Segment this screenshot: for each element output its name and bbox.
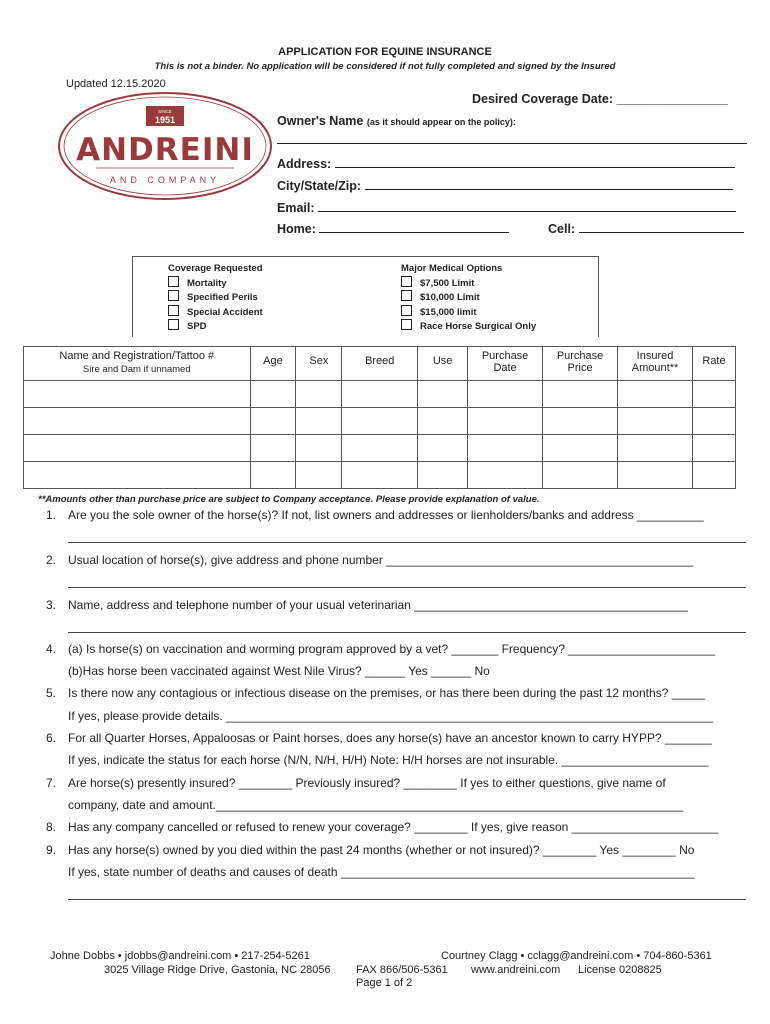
question-3[interactable]: Name, address and telephone number of your usual veterinarian _________________________________________ [68, 598, 688, 612]
table-cell[interactable] [24, 435, 251, 462]
table-cell[interactable] [468, 408, 543, 435]
horse-table [23, 346, 736, 489]
question-number: 5. [46, 686, 57, 700]
cell-phone-field[interactable] [548, 222, 744, 236]
owners-name-label: Owner's Name [277, 114, 364, 128]
col-rate: Rate [693, 347, 736, 381]
checkbox[interactable] [401, 319, 412, 330]
logo-since: SINCE [158, 109, 172, 114]
question-number: 3. [46, 598, 57, 612]
footer-fax: FAX 866/506-5361 [356, 964, 448, 976]
question-9-details[interactable]: If yes, state number of deaths and causes of death _____________________________________________________ [68, 865, 695, 879]
question-4b[interactable]: (b)Has horse been vaccinated against West Nile Virus? ______ Yes ______ No [68, 664, 490, 678]
table-row [24, 435, 736, 462]
footer-right-contact: Courtney Clagg • cclagg@andreini.com • 704-860-5361 [441, 950, 712, 962]
form-subtitle: This is not a binder. No application will be considered if not fully completed and signed by the Insured [154, 61, 616, 72]
amount-note: **Amounts other than purchase price are subject to Company acceptance. Please provide explanation of value. [38, 494, 540, 505]
question-number: 7. [46, 776, 57, 790]
email-label: Email: [277, 201, 315, 215]
col-breed: Breed [342, 347, 418, 381]
checkbox[interactable] [168, 290, 179, 301]
home-line[interactable] [319, 222, 509, 233]
question-4a[interactable]: (a) Is horse(s) on vaccination and worming program approved by a vet? _______ Frequency? ______________________ [68, 642, 716, 656]
table-cell[interactable] [24, 408, 251, 435]
major-medical-group [401, 262, 536, 334]
horse-table-header [24, 347, 736, 381]
table-cell[interactable] [342, 381, 418, 408]
table-cell[interactable] [618, 462, 693, 489]
desired-coverage-date-field[interactable]: Desired Coverage Date: ________________ [472, 92, 728, 106]
table-cell[interactable] [543, 435, 618, 462]
medical-option-race-horse-surgical[interactable]: Race Horse Surgical Only [401, 319, 536, 334]
table-cell[interactable] [250, 408, 296, 435]
coverage-requested-group [168, 262, 263, 334]
table-cell[interactable] [418, 381, 468, 408]
question-number: 4. [46, 642, 57, 656]
updated-date: Updated 12.15.2020 [66, 78, 166, 90]
footer-license: License 0208825 [578, 964, 662, 976]
question-6[interactable]: For all Quarter Horses, Appaloosas or Paint horses, does any horse(s) have an ancestor known to carry HYPP? _______ [68, 731, 712, 745]
table-cell[interactable] [418, 408, 468, 435]
home-label: Home: [277, 222, 316, 236]
question-number: 6. [46, 731, 57, 745]
coverage-requested-title: Coverage Requested [168, 263, 263, 274]
medical-option-7500[interactable]: $7,500 Limit [401, 276, 536, 291]
question-8[interactable]: Has any company cancelled or refused to renew your coverage? ________ If yes, give reason ______________________ [68, 820, 719, 834]
checkbox[interactable] [168, 319, 179, 330]
question-number: 8. [46, 820, 57, 834]
table-cell[interactable] [468, 381, 543, 408]
table-cell[interactable] [543, 381, 618, 408]
col-age: Age [250, 347, 296, 381]
table-cell[interactable] [342, 462, 418, 489]
answer-line[interactable] [68, 587, 746, 588]
col-purchase-price: Purchase Price [543, 347, 618, 381]
col-name: Name and Registration/Tattoo # Sire and Dam if unnamed [24, 347, 251, 381]
owners-name-note: (as it should appear on the policy): [366, 117, 516, 127]
form-title: APPLICATION FOR EQUINE INSURANCE [278, 46, 492, 58]
question-1[interactable]: Are you the sole owner of the horse(s)? If not, list owners and addresses or lienholders/banks and address __________ [68, 508, 704, 522]
owners-name-line[interactable] [277, 143, 747, 144]
table-cell[interactable] [296, 381, 342, 408]
home-phone-field[interactable] [277, 222, 509, 236]
col-use: Use [418, 347, 468, 381]
table-cell[interactable] [296, 435, 342, 462]
address-line[interactable] [335, 157, 735, 168]
checkbox[interactable] [168, 276, 179, 287]
table-cell[interactable] [296, 408, 342, 435]
table-cell[interactable] [24, 381, 251, 408]
table-cell[interactable] [693, 408, 736, 435]
address-field[interactable] [277, 157, 735, 171]
page-number: Page 1 of 2 [356, 977, 413, 989]
footer-left-contact: Johne Dobbs • jdobbs@andreini.com • 217-254-5261 [50, 950, 310, 962]
question-number: 2. [46, 553, 57, 567]
checkbox[interactable] [168, 305, 179, 316]
table-row [24, 408, 736, 435]
table-cell[interactable] [693, 381, 736, 408]
table-cell[interactable] [618, 408, 693, 435]
checkbox[interactable] [401, 305, 412, 316]
col-sex: Sex [296, 347, 342, 381]
coverage-option-specified-perils[interactable]: Specified Perils [168, 290, 263, 305]
question-6-status[interactable]: If yes, indicate the status for each horse (N/N, N/H, H/H) Note: H/H horses are not insurable. ______________________ [68, 753, 709, 767]
footer-website[interactable]: www.andreini.com [471, 964, 561, 976]
logo-tagline: AND COMPANY [109, 175, 221, 185]
question-number: 9. [46, 843, 57, 857]
address-label: Address: [277, 157, 332, 171]
major-medical-title: Major Medical Options [401, 263, 503, 274]
question-7-details[interactable]: company, date and amount.______________________________________________________________________ [68, 798, 684, 812]
coverage-option-spd[interactable]: SPD [168, 319, 263, 334]
checkbox[interactable] [401, 290, 412, 301]
table-cell[interactable] [250, 381, 296, 408]
table-cell[interactable] [24, 462, 251, 489]
cell-label: Cell: [548, 222, 576, 236]
answer-line[interactable] [68, 899, 746, 900]
city-state-zip-field[interactable] [277, 179, 733, 193]
logo-name: ANDREINI [76, 132, 254, 168]
table-cell[interactable] [418, 435, 468, 462]
table-cell[interactable] [693, 435, 736, 462]
table-cell[interactable] [250, 462, 296, 489]
question-2[interactable]: Usual location of horse(s), give address and phone number ______________________________________________ [68, 553, 694, 567]
col-purchase-date: Purchase Date [468, 347, 543, 381]
table-cell[interactable] [468, 435, 543, 462]
answer-line[interactable] [68, 542, 746, 543]
table-cell[interactable] [543, 408, 618, 435]
email-line[interactable] [318, 201, 736, 212]
question-5-details[interactable]: If yes, please provide details. _________________________________________________________________________ [68, 709, 714, 723]
medical-option-15000[interactable]: $15,000 limit [401, 305, 536, 320]
city-state-zip-label: City/State/Zip: [277, 179, 362, 193]
table-cell[interactable] [296, 462, 342, 489]
question-5[interactable]: Is there now any contagious or infectious disease on the premises, or has there been during the past 12 months? _____ [68, 686, 706, 700]
table-cell[interactable] [693, 462, 736, 489]
table-cell[interactable] [250, 435, 296, 462]
table-cell[interactable] [468, 462, 543, 489]
footer-left-address: 3025 Village Ridge Drive, Gastonia, NC 28056 [104, 964, 331, 976]
email-field[interactable] [277, 201, 736, 215]
table-cell[interactable] [618, 435, 693, 462]
medical-option-10000[interactable]: $10,000 Limit [401, 290, 536, 305]
andreini-logo [56, 90, 274, 202]
checkbox[interactable] [401, 276, 412, 287]
table-cell[interactable] [618, 381, 693, 408]
table-row [24, 462, 736, 489]
logo-year: 1951 [154, 115, 176, 125]
question-7[interactable]: Are horse(s) presently insured? ________ Previously insured? ________ If yes to either questions, give name of [68, 776, 666, 790]
city-state-zip-line[interactable] [365, 179, 733, 190]
coverage-option-mortality[interactable]: Mortality [168, 276, 263, 291]
answer-line[interactable] [68, 632, 746, 633]
question-9[interactable]: Has any horse(s) owned by you died within the past 24 months (whether or not insured)? ________ Yes ________ No [68, 843, 695, 857]
table-cell[interactable] [342, 408, 418, 435]
question-number: 1. [46, 508, 57, 522]
table-cell[interactable] [418, 462, 468, 489]
table-cell[interactable] [543, 462, 618, 489]
owners-name-field[interactable] [277, 114, 516, 128]
table-row [24, 381, 736, 408]
coverage-option-special-accident[interactable]: Special Accident [168, 305, 263, 320]
cell-line[interactable] [579, 222, 744, 233]
col-insured-amount: Insured Amount** [618, 347, 693, 381]
table-cell[interactable] [342, 435, 418, 462]
